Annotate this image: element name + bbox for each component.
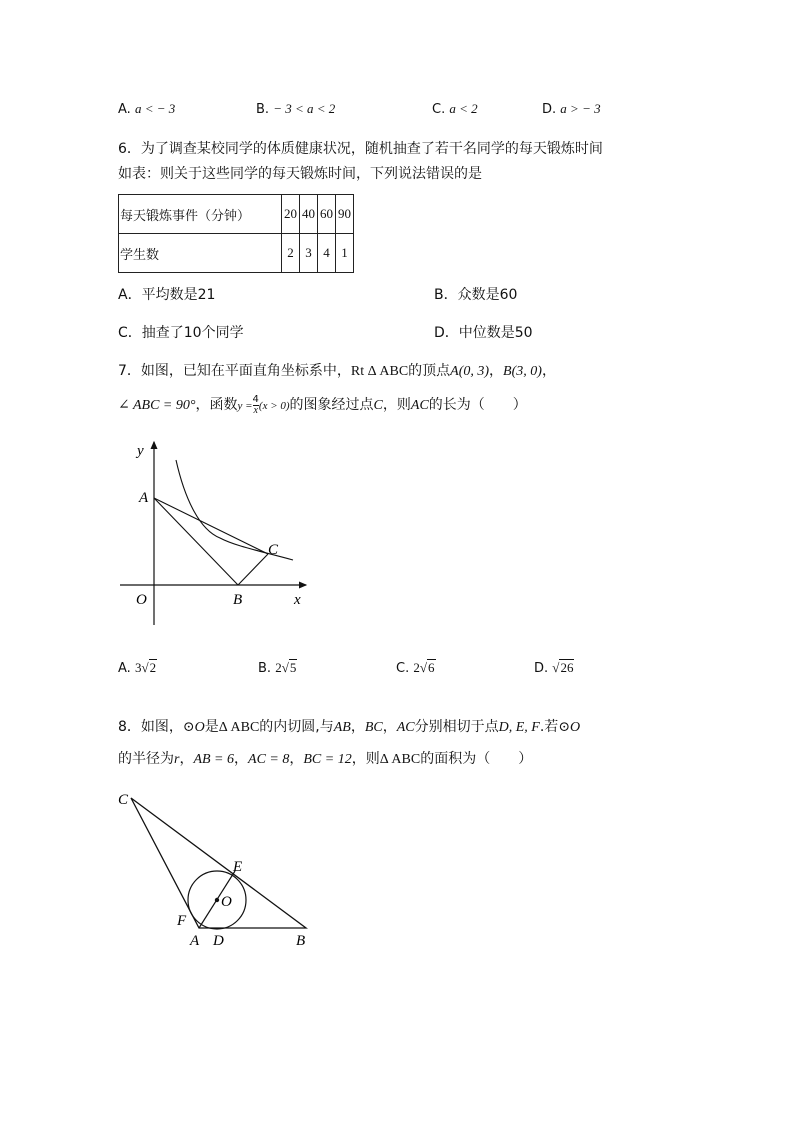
q5-option-c — [432, 101, 478, 117]
center-o — [215, 898, 219, 902]
q5-option-c-expr: a < 2 — [449, 101, 478, 116]
q8-circle: ⊙O — [182, 720, 205, 735]
q8-text: 8．如图， — [118, 719, 183, 735]
q7-option-c: C. 2√6 — [396, 660, 435, 676]
q6-data-table — [118, 194, 354, 273]
q8-text: ，则 — [351, 751, 380, 767]
q5-option-b-letter: B. — [256, 102, 270, 117]
q8-side-ab: AB — [333, 720, 351, 735]
q8-stem-line1 — [118, 716, 580, 736]
q8-points: D, E, F — [498, 720, 540, 735]
q5-option-c-letter: C. — [432, 102, 446, 117]
label-c: C — [268, 542, 279, 558]
q8-sep: ， — [289, 751, 304, 767]
q7-option-letter: C. — [396, 661, 410, 676]
q7-stem-line1 — [118, 360, 556, 380]
q5-option-a — [118, 101, 175, 117]
q7-option-radicand: 5 — [289, 660, 297, 675]
q8-circle: ⊙O — [558, 720, 581, 735]
table-row-label: 每天锻炼事件（分钟） — [119, 195, 282, 234]
q8-eq-bc: BC = 12 — [303, 752, 352, 767]
label-d: D — [213, 933, 224, 949]
q8-text: 的内切圆,与 — [259, 719, 334, 735]
q8-stem-line2 — [118, 748, 532, 768]
q6-option-b: B．众数是60 — [434, 287, 518, 303]
q6-stem-line2: 如表：则关于这些同学的每天锻炼时间，下列说法错误的是 — [118, 166, 482, 182]
q5-option-b — [256, 101, 335, 117]
q8-triangle: Δ ABC — [379, 752, 421, 767]
q7-text: 的图象经过点 — [289, 397, 374, 413]
q7-triangle: Rt Δ ABC — [350, 364, 409, 379]
q7-option-b: B. 2√5 — [258, 660, 297, 676]
label-o: O — [221, 894, 232, 910]
q7-option-radicand: 2 — [149, 660, 157, 675]
table-cell: 90 — [336, 195, 354, 234]
q8-sep: ， — [350, 719, 365, 735]
q7-option-radicand: 26 — [560, 660, 574, 675]
q7-option-coef: 3 — [134, 660, 142, 675]
q8-side-ac: AC — [396, 720, 415, 735]
label-y: y — [137, 443, 144, 459]
q6-stem-line1: 6．为了调查某校同学的体质健康状况，随机抽查了若干名同学的每天锻炼时间 — [118, 141, 603, 157]
label-x: x — [294, 592, 301, 608]
q8-triangle: Δ ABC — [218, 720, 260, 735]
q5-option-d-letter: D. — [542, 102, 557, 117]
table-row — [119, 234, 354, 273]
q8-triangle-figure — [110, 785, 330, 960]
q7-option-letter: B. — [258, 661, 272, 676]
q5-option-d-expr: a > − 3 — [560, 101, 601, 116]
q7-frac-num: 4 — [252, 393, 259, 405]
q8-eq-ac: AC = 8 — [248, 752, 290, 767]
q8-radius: r — [174, 752, 180, 767]
label-a: A — [139, 490, 149, 506]
q5-option-a-letter: A. — [118, 102, 131, 117]
table-cell: 60 — [318, 195, 336, 234]
q8-side-bc: BC — [364, 720, 383, 735]
label-b: B — [296, 933, 306, 949]
q8-text: 的半径为 — [118, 751, 174, 767]
q8-sep: ， — [382, 719, 397, 735]
q8-text: 是 — [204, 719, 219, 735]
label-o: O — [136, 592, 147, 608]
segment-ac — [154, 498, 268, 554]
label-f: F — [177, 913, 187, 929]
q7-point-c: C — [373, 398, 383, 413]
label-c: C — [118, 792, 129, 808]
q7-angle: ∠ ABC = 90° — [118, 398, 196, 413]
q8-sep: ， — [179, 751, 194, 767]
segment-ab — [154, 498, 238, 585]
label-a: A — [190, 933, 200, 949]
q5-option-a-expr: a < − 3 — [134, 101, 176, 116]
table-cell: 2 — [282, 234, 300, 273]
segment-bc — [238, 554, 268, 585]
q7-option-letter: D. — [534, 661, 549, 676]
table-cell: 1 — [336, 234, 354, 273]
q7-text: 7．如图，已知在平面直角坐标系中， — [118, 363, 351, 379]
q6-option-a: A．平均数是21 — [118, 287, 216, 303]
triangle-abc — [131, 798, 306, 928]
q7-text: ，函数 — [195, 397, 238, 413]
table-cell: 20 — [282, 195, 300, 234]
q8-text: 的面积为（ ） — [420, 751, 533, 767]
q7-sep: ， — [541, 363, 556, 379]
q7-option-coef: 2 — [275, 660, 282, 675]
q7-text: 的长为（ ） — [428, 397, 527, 413]
q7-sep: ， — [489, 363, 504, 379]
q8-sep: ， — [234, 751, 249, 767]
q7-segment: AC — [410, 398, 429, 413]
q6-option-d: D．中位数是50 — [434, 325, 533, 341]
q8-eq-ab: AB = 6 — [193, 752, 235, 767]
table-cell: 40 — [300, 195, 318, 234]
label-b: B — [233, 592, 243, 608]
q7-point-b: B(3, 0) — [503, 364, 542, 379]
q5-option-d — [542, 101, 601, 117]
table-row-label: 学生数 — [119, 234, 282, 273]
q7-option-radicand: 6 — [428, 660, 435, 675]
q7-text: 的顶点 — [408, 363, 451, 379]
table-row — [119, 195, 354, 234]
q7-func-y: y = — [237, 400, 253, 412]
q7-point-a: A(0, 3) — [450, 364, 490, 379]
q7-option-a: A. 3√2 — [118, 660, 157, 676]
label-e: E — [233, 859, 243, 875]
q7-option-d: D. √26 — [534, 660, 574, 676]
q7-coordinate-figure — [110, 430, 320, 635]
q7-func-cond: (x > 0) — [258, 400, 290, 412]
q7-option-letter: A. — [118, 661, 131, 676]
q7-option-coef: 2 — [413, 660, 420, 675]
q5-option-b-expr: − 3 < a < 2 — [273, 101, 336, 116]
q8-text: 分别相切于点 — [414, 719, 499, 735]
q7-frac-den: x — [253, 404, 258, 416]
q6-option-c: C．抽查了10个同学 — [118, 325, 244, 341]
q7-text: ，则 — [382, 397, 411, 413]
q7-stem-line2 — [118, 394, 527, 416]
table-cell: 3 — [300, 234, 318, 273]
table-cell: 4 — [318, 234, 336, 273]
q8-text: .若 — [539, 719, 559, 735]
